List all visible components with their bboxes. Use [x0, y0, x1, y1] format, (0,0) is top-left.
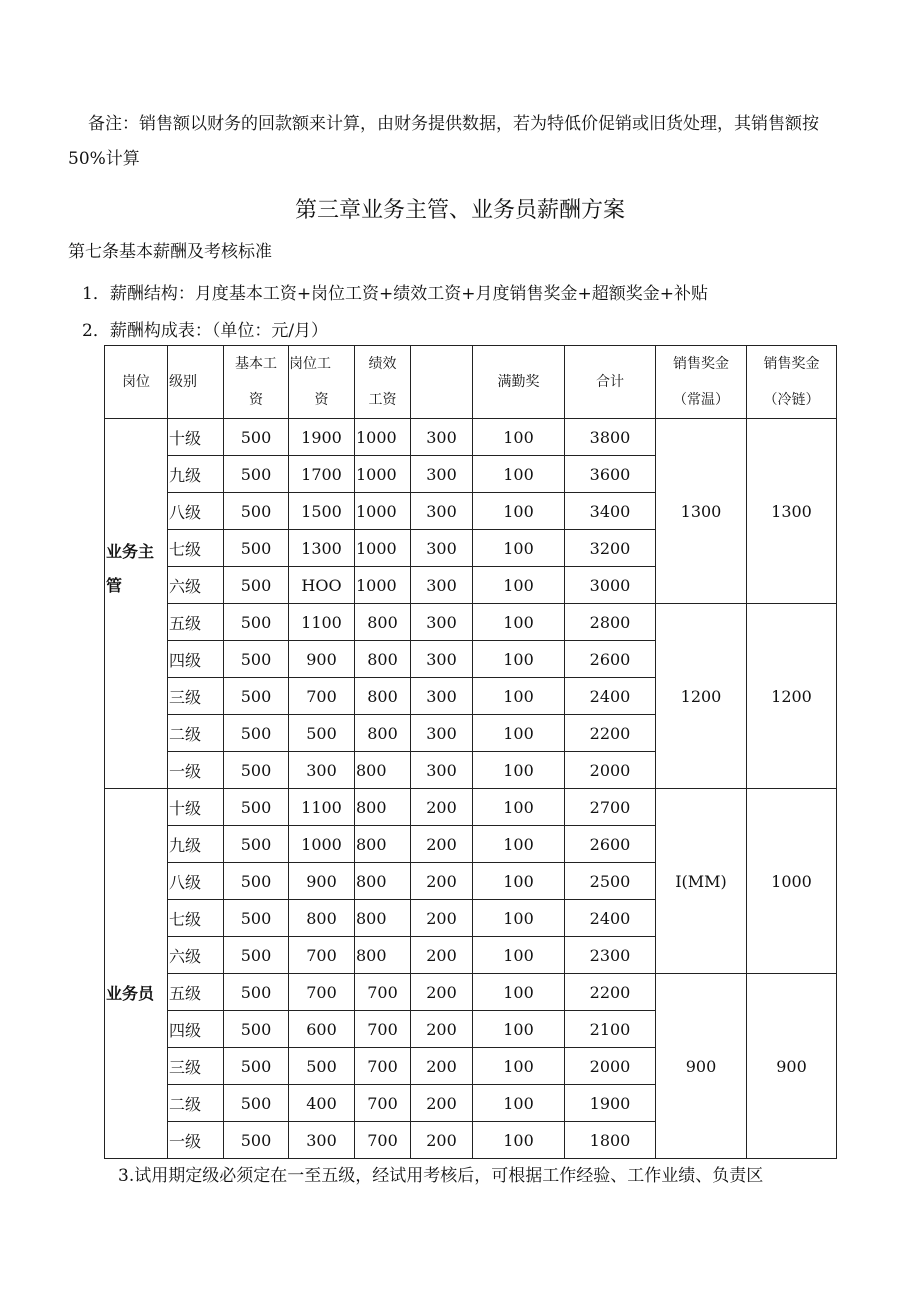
- base-salary-cell: 500: [224, 752, 289, 789]
- post-salary-cell: 300: [289, 1122, 355, 1159]
- performance-salary-cell: 800: [355, 641, 411, 678]
- salary-table-caption: 2．薪酬构成表：（单位：元/月）: [82, 321, 329, 341]
- sales-bonus-normal-cell: 1200: [656, 604, 747, 789]
- attendance-bonus-cell: 100: [473, 678, 565, 715]
- post-salary-cell: 500: [289, 1048, 355, 1085]
- attendance-bonus-cell: 100: [473, 863, 565, 900]
- allowance-cell: 200: [411, 1122, 473, 1159]
- allowance-cell: 300: [411, 456, 473, 493]
- post-salary-cell: 300: [289, 752, 355, 789]
- base-salary-cell: 500: [224, 974, 289, 1011]
- total-cell: 3600: [565, 456, 656, 493]
- post-salary-cell: 700: [289, 678, 355, 715]
- total-cell: 2600: [565, 641, 656, 678]
- table-row: [105, 604, 837, 641]
- level-cell: 八级: [168, 863, 224, 900]
- header-level: 级别: [168, 346, 224, 419]
- attendance-bonus-cell: 100: [473, 826, 565, 863]
- level-cell: 三级: [168, 1048, 224, 1085]
- level-cell: 十级: [168, 419, 224, 456]
- base-salary-cell: 500: [224, 678, 289, 715]
- base-salary-cell: 500: [224, 530, 289, 567]
- table-row: [105, 789, 837, 826]
- base-salary-cell: 500: [224, 789, 289, 826]
- total-cell: 2500: [565, 863, 656, 900]
- allowance-cell: 300: [411, 641, 473, 678]
- allowance-cell: 200: [411, 826, 473, 863]
- header-base-salary: [224, 346, 289, 419]
- attendance-bonus-cell: 100: [473, 1048, 565, 1085]
- level-cell: 六级: [168, 567, 224, 604]
- attendance-bonus-cell: 100: [473, 604, 565, 641]
- performance-salary-cell: 700: [355, 1085, 411, 1122]
- level-cell: 四级: [168, 641, 224, 678]
- allowance-cell: 200: [411, 937, 473, 974]
- level-cell: 九级: [168, 826, 224, 863]
- level-cell: 六级: [168, 937, 224, 974]
- base-salary-cell: 500: [224, 937, 289, 974]
- header-performance-salary: [355, 346, 411, 419]
- base-salary-cell: 500: [224, 1085, 289, 1122]
- post-salary-cell: 900: [289, 641, 355, 678]
- header-base-salary-line2: 资: [249, 392, 263, 408]
- attendance-bonus-cell: 100: [473, 493, 565, 530]
- position-cell: 业务主管: [105, 419, 168, 789]
- base-salary-cell: 500: [224, 826, 289, 863]
- post-salary-cell: 1000: [289, 826, 355, 863]
- header-bonus-cold: [747, 346, 837, 419]
- sales-bonus-normal-cell: 900: [656, 974, 747, 1159]
- base-salary-cell: 500: [224, 900, 289, 937]
- attendance-bonus-cell: 100: [473, 789, 565, 826]
- total-cell: 3000: [565, 567, 656, 604]
- header-post-salary-line1: 岗位工: [289, 356, 331, 372]
- header-position: 岗位: [105, 346, 168, 419]
- header-blank: [411, 346, 473, 419]
- post-salary-cell: 1100: [289, 604, 355, 641]
- attendance-bonus-cell: 100: [473, 937, 565, 974]
- total-cell: 2100: [565, 1011, 656, 1048]
- performance-salary-cell: 800: [355, 863, 411, 900]
- header-post-salary: [289, 346, 355, 419]
- remark-line-1: 备注：销售额以财务的回款额来计算，由财务提供数据，若为特低价促销或旧货处理，其销售额按: [88, 114, 819, 134]
- level-cell: 一级: [168, 752, 224, 789]
- level-cell: 八级: [168, 493, 224, 530]
- attendance-bonus-cell: 100: [473, 567, 565, 604]
- total-cell: 1900: [565, 1085, 656, 1122]
- chapter-title: 第三章业务主管、业务员薪酬方案: [294, 198, 625, 223]
- performance-salary-cell: 800: [355, 715, 411, 752]
- level-cell: 三级: [168, 678, 224, 715]
- attendance-bonus-cell: 100: [473, 419, 565, 456]
- total-cell: 1800: [565, 1122, 656, 1159]
- sales-bonus-cold-cell: 1300: [747, 419, 837, 604]
- level-cell: 七级: [168, 900, 224, 937]
- performance-salary-cell: 800: [355, 678, 411, 715]
- allowance-cell: 200: [411, 1085, 473, 1122]
- allowance-cell: 200: [411, 1048, 473, 1085]
- total-cell: 2000: [565, 752, 656, 789]
- post-salary-cell: 700: [289, 937, 355, 974]
- total-cell: 2800: [565, 604, 656, 641]
- total-cell: 2200: [565, 974, 656, 1011]
- header-base-salary-line1: 基本工: [235, 356, 277, 372]
- table-row: [105, 974, 837, 1011]
- allowance-cell: 300: [411, 530, 473, 567]
- performance-salary-cell: 700: [355, 1048, 411, 1085]
- performance-salary-cell: 800: [355, 789, 411, 826]
- table-header-row: [105, 346, 837, 419]
- base-salary-cell: 500: [224, 567, 289, 604]
- total-cell: 2300: [565, 937, 656, 974]
- header-bonus-normal: [656, 346, 747, 419]
- level-cell: 二级: [168, 715, 224, 752]
- allowance-cell: 300: [411, 752, 473, 789]
- attendance-bonus-cell: 100: [473, 900, 565, 937]
- base-salary-cell: 500: [224, 715, 289, 752]
- allowance-cell: 200: [411, 863, 473, 900]
- level-cell: 二级: [168, 1085, 224, 1122]
- allowance-cell: 300: [411, 678, 473, 715]
- salary-table: [104, 345, 837, 1159]
- performance-salary-cell: 700: [355, 1011, 411, 1048]
- allowance-cell: 200: [411, 789, 473, 826]
- post-salary-cell: 1700: [289, 456, 355, 493]
- attendance-bonus-cell: 100: [473, 974, 565, 1011]
- header-total: 合计: [565, 346, 656, 419]
- attendance-bonus-cell: 100: [473, 752, 565, 789]
- attendance-bonus-cell: 100: [473, 456, 565, 493]
- table-row: [105, 419, 837, 456]
- level-cell: 五级: [168, 604, 224, 641]
- post-salary-cell: 1100: [289, 789, 355, 826]
- header-bonus-normal-line1: 销售奖金: [673, 356, 729, 372]
- remark-line-2: 50%计算: [68, 149, 140, 169]
- performance-salary-cell: 800: [355, 826, 411, 863]
- post-salary-cell: 500: [289, 715, 355, 752]
- sales-bonus-normal-cell: I(MM): [656, 789, 747, 974]
- base-salary-cell: 500: [224, 1011, 289, 1048]
- base-salary-cell: 500: [224, 641, 289, 678]
- performance-salary-cell: 1000: [355, 530, 411, 567]
- attendance-bonus-cell: 100: [473, 1085, 565, 1122]
- allowance-cell: 300: [411, 493, 473, 530]
- total-cell: 2600: [565, 826, 656, 863]
- level-cell: 四级: [168, 1011, 224, 1048]
- total-cell: 3200: [565, 530, 656, 567]
- performance-salary-cell: 1000: [355, 567, 411, 604]
- probation-rule-text: 3.试用期定级必须定在一至五级，经试用考核后，可根据工作经验、工作业绩、负责区: [118, 1166, 764, 1186]
- base-salary-cell: 500: [224, 1122, 289, 1159]
- performance-salary-cell: 800: [355, 752, 411, 789]
- total-cell: 2400: [565, 900, 656, 937]
- level-cell: 十级: [168, 789, 224, 826]
- attendance-bonus-cell: 100: [473, 641, 565, 678]
- header-bonus-cold-line1: 销售奖金: [763, 356, 820, 372]
- allowance-cell: 200: [411, 1011, 473, 1048]
- post-salary-cell: 900: [289, 863, 355, 900]
- post-salary-cell: 800: [289, 900, 355, 937]
- post-salary-cell: 1300: [289, 530, 355, 567]
- allowance-cell: 300: [411, 604, 473, 641]
- header-bonus-normal-line2: （常温）: [673, 392, 729, 408]
- performance-salary-cell: 800: [355, 937, 411, 974]
- attendance-bonus-cell: 100: [473, 1011, 565, 1048]
- performance-salary-cell: 1000: [355, 419, 411, 456]
- base-salary-cell: 500: [224, 863, 289, 900]
- total-cell: 2000: [565, 1048, 656, 1085]
- article-title: 第七条基本薪酬及考核标准: [68, 242, 272, 262]
- total-cell: 2700: [565, 789, 656, 826]
- total-cell: 3400: [565, 493, 656, 530]
- allowance-cell: 300: [411, 567, 473, 604]
- sales-bonus-cold-cell: 900: [747, 974, 837, 1159]
- allowance-cell: 300: [411, 715, 473, 752]
- base-salary-cell: 500: [224, 493, 289, 530]
- sales-bonus-cold-cell: 1000: [747, 789, 837, 974]
- sales-bonus-normal-cell: 1300: [656, 419, 747, 604]
- attendance-bonus-cell: 100: [473, 1122, 565, 1159]
- allowance-cell: 200: [411, 900, 473, 937]
- post-salary-cell: 700: [289, 974, 355, 1011]
- performance-salary-cell: 700: [355, 1122, 411, 1159]
- allowance-cell: 200: [411, 974, 473, 1011]
- post-salary-cell: HOO: [289, 567, 355, 604]
- header-attendance: 满勤奖: [473, 346, 565, 419]
- header-post-salary-line2: 资: [314, 392, 329, 408]
- post-salary-cell: 1500: [289, 493, 355, 530]
- attendance-bonus-cell: 100: [473, 530, 565, 567]
- header-performance-line1: 绩效: [368, 356, 397, 372]
- base-salary-cell: 500: [224, 419, 289, 456]
- header-performance-line2: 工资: [368, 392, 397, 408]
- total-cell: 2400: [565, 678, 656, 715]
- post-salary-cell: 1900: [289, 419, 355, 456]
- salary-structure-item: 1．薪酬结构：月度基本工资+岗位工资+绩效工资+月度销售奖金+超额奖金+补贴: [82, 284, 709, 304]
- base-salary-cell: 500: [224, 1048, 289, 1085]
- performance-salary-cell: 800: [355, 604, 411, 641]
- level-cell: 七级: [168, 530, 224, 567]
- position-cell: 业务员: [105, 789, 168, 1159]
- attendance-bonus-cell: 100: [473, 715, 565, 752]
- header-bonus-cold-line2: （冷链）: [763, 392, 820, 408]
- performance-salary-cell: 1000: [355, 493, 411, 530]
- post-salary-cell: 600: [289, 1011, 355, 1048]
- performance-salary-cell: 800: [355, 900, 411, 937]
- total-cell: 2200: [565, 715, 656, 752]
- level-cell: 五级: [168, 974, 224, 1011]
- performance-salary-cell: 1000: [355, 456, 411, 493]
- sales-bonus-cold-cell: 1200: [747, 604, 837, 789]
- performance-salary-cell: 700: [355, 974, 411, 1011]
- base-salary-cell: 500: [224, 456, 289, 493]
- post-salary-cell: 400: [289, 1085, 355, 1122]
- level-cell: 一级: [168, 1122, 224, 1159]
- base-salary-cell: 500: [224, 604, 289, 641]
- total-cell: 3800: [565, 419, 656, 456]
- level-cell: 九级: [168, 456, 224, 493]
- allowance-cell: 300: [411, 419, 473, 456]
